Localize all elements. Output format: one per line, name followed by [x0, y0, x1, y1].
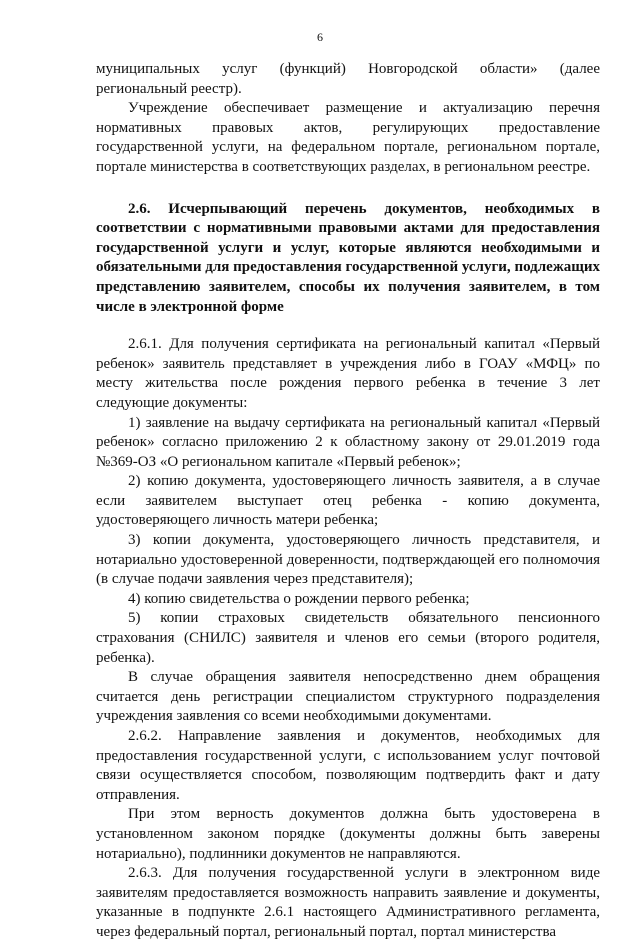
paragraph-institution-placement: Учреждение обеспечивает размещение и актуализацию перечня нормативных правовых актов, регулирующих предоставление государственной услуги, на федеральном портале, региональном портале, портале министерства в соответствующих разделах, в региональном реестре. [96, 100, 600, 175]
list-item-1: 1) заявление на выдачу сертификата на региональный капитал «Первый ребенок» согласно приложению 2 к областному закону от 29.01.2019 года №369-ОЗ «О региональном капитале «Первый ребенок»; [96, 414, 600, 470]
paragraph-2-6-2: 2.6.2. Направление заявления и документов, необходимых для предоставления государственной услуги, с использованием услуг почтовой связи осуществляется способом, позволяющим подтвердить факт и дату отправления. [96, 728, 600, 803]
paragraph-2-6-3: 2.6.3. Для получения государственной услуги в электронном виде заявителям предоставляется возможность направить заявление и документы, указанные в подпункте 2.6.1 настоящего Административного регламента, через федеральный портал, региональный портал, портал министерства [96, 865, 600, 940]
list-item-2: 2) копию документа, удостоверяющего личность заявителя, а в случае если заявителем выступает отец ребенка - копию документа, удостоверяющего личность матери ребенка; [96, 473, 600, 529]
list-item-4: 4) копию свидетельства о рождении первого ребенка; [128, 590, 470, 607]
page-number: 6 [317, 30, 323, 44]
paragraph-direct-application: В случае обращения заявителя непосредственно днем обращения считается день регистрации специалистом структурного подразделения учреждения заявления со всеми необходимыми документами. [96, 669, 600, 725]
paragraph-registry-continuation: муниципальных услуг (функций) Новгородской области» (далее региональный реестр). [96, 61, 600, 97]
document-body [96, 60, 600, 943]
list-item-5: 5) копии страховых свидетельств обязательного пенсионного страхования (СНИЛС) заявителя и членов его семьи (второго родителя, ребенка). [96, 610, 600, 666]
paragraph-2-6-1: 2.6.1. Для получения сертификата на региональный капитал «Первый ребенок» заявитель представляет в учреждения либо в ГОАУ «МФЦ» по месту жительства после рождения первого ребенка в течение 3 лет следующие документы: [96, 336, 600, 411]
section-heading-2-6: 2.6. Исчерпывающий перечень документов, необходимых в соответствии с нормативными правовыми актами для предоставления государственной услуги и услуг, которые являются необходимыми и обязательными для предоставления государственной услуги, подлежащих представлению заявителем, способы их получения заявителем, в том числе в электронной форме [96, 200, 600, 315]
paragraph-document-certification: При этом верность документов должна быть удостоверена в установленном законом порядке (документы должны быть заверены нотариально), подлинники документов не направляются. [96, 806, 600, 862]
list-item-3: 3) копии документа, удостоверяющего личность представителя, и нотариально удостоверенной доверенности, подтверждающей его полномочия (в случае подачи заявления через представителя); [96, 532, 600, 588]
